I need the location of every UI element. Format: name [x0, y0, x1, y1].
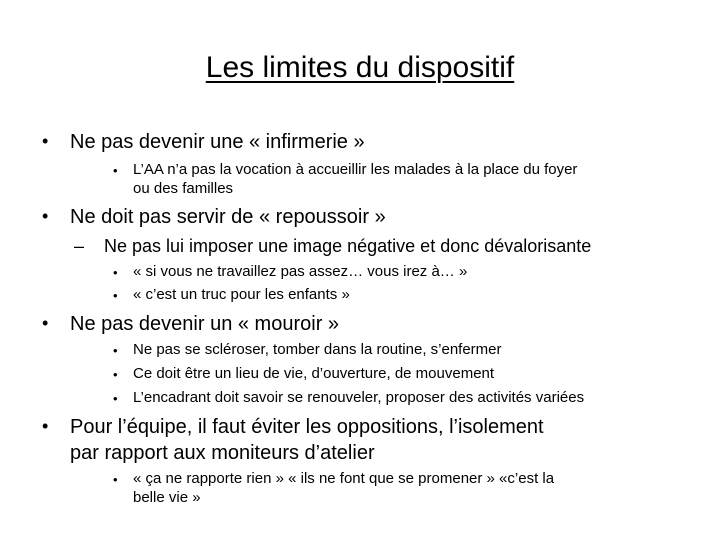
slide-title: Les limites du dispositif: [205, 51, 515, 84]
sub-item-2-1: Ne pas lui imposer une image négative et donc dévalorisante: [104, 236, 592, 256]
bullet-l3: •: [113, 343, 118, 358]
bullet-l3: •: [113, 288, 118, 303]
bullet-l3: •: [113, 472, 118, 487]
sub-bullet-2-1-2: « c’est un truc pour les enfants »: [133, 286, 350, 303]
sub-bullet-1-1-line-2: ou des familles: [133, 180, 234, 197]
bullet-l3: •: [113, 265, 118, 280]
bullet-item-3: Ne pas devenir un « mouroir »: [70, 313, 340, 335]
bullet-l3: •: [113, 367, 118, 382]
bullet-item-1: Ne pas devenir une « infirmerie »: [70, 131, 365, 153]
bullet-l1: •: [42, 131, 49, 151]
bullet-l3: •: [113, 391, 118, 406]
sub-bullet-3-2: Ce doit être un lieu de vie, d’ouverture, de mouvement: [133, 365, 495, 382]
sub-bullet-4-1-line-1: « ça ne rapporte rien » « ils ne font que se promener » «c’est la: [133, 470, 555, 487]
bullet-l1: •: [42, 313, 49, 333]
bullet-item-4-line-1: Pour l’équipe, il faut éviter les oppositions, l’isolement: [70, 416, 544, 438]
bullet-item-4-line-2: par rapport aux moniteurs d’atelier: [70, 442, 375, 464]
sub-bullet-2-1-1: « si vous ne travaillez pas assez… vous irez à… »: [133, 263, 468, 280]
sub-bullet-4-1-line-2: belle vie »: [133, 489, 201, 506]
sub-bullet-3-1: Ne pas se scléroser, tomber dans la routine, s’enfermer: [133, 341, 502, 358]
sub-bullet-3-3: L’encadrant doit savoir se renouveler, proposer des activités variées: [133, 389, 585, 406]
bullet-l1: •: [42, 416, 49, 436]
bullet-l3: •: [113, 163, 118, 178]
bullet-item-2: Ne doit pas servir de « repoussoir »: [70, 206, 386, 228]
dash-bullet-l2: –: [74, 236, 85, 256]
sub-bullet-1-1-line-1: L’AA n’a pas la vocation à accueillir les malades à la place du foyer: [133, 161, 578, 178]
bullet-l1: •: [42, 206, 49, 226]
